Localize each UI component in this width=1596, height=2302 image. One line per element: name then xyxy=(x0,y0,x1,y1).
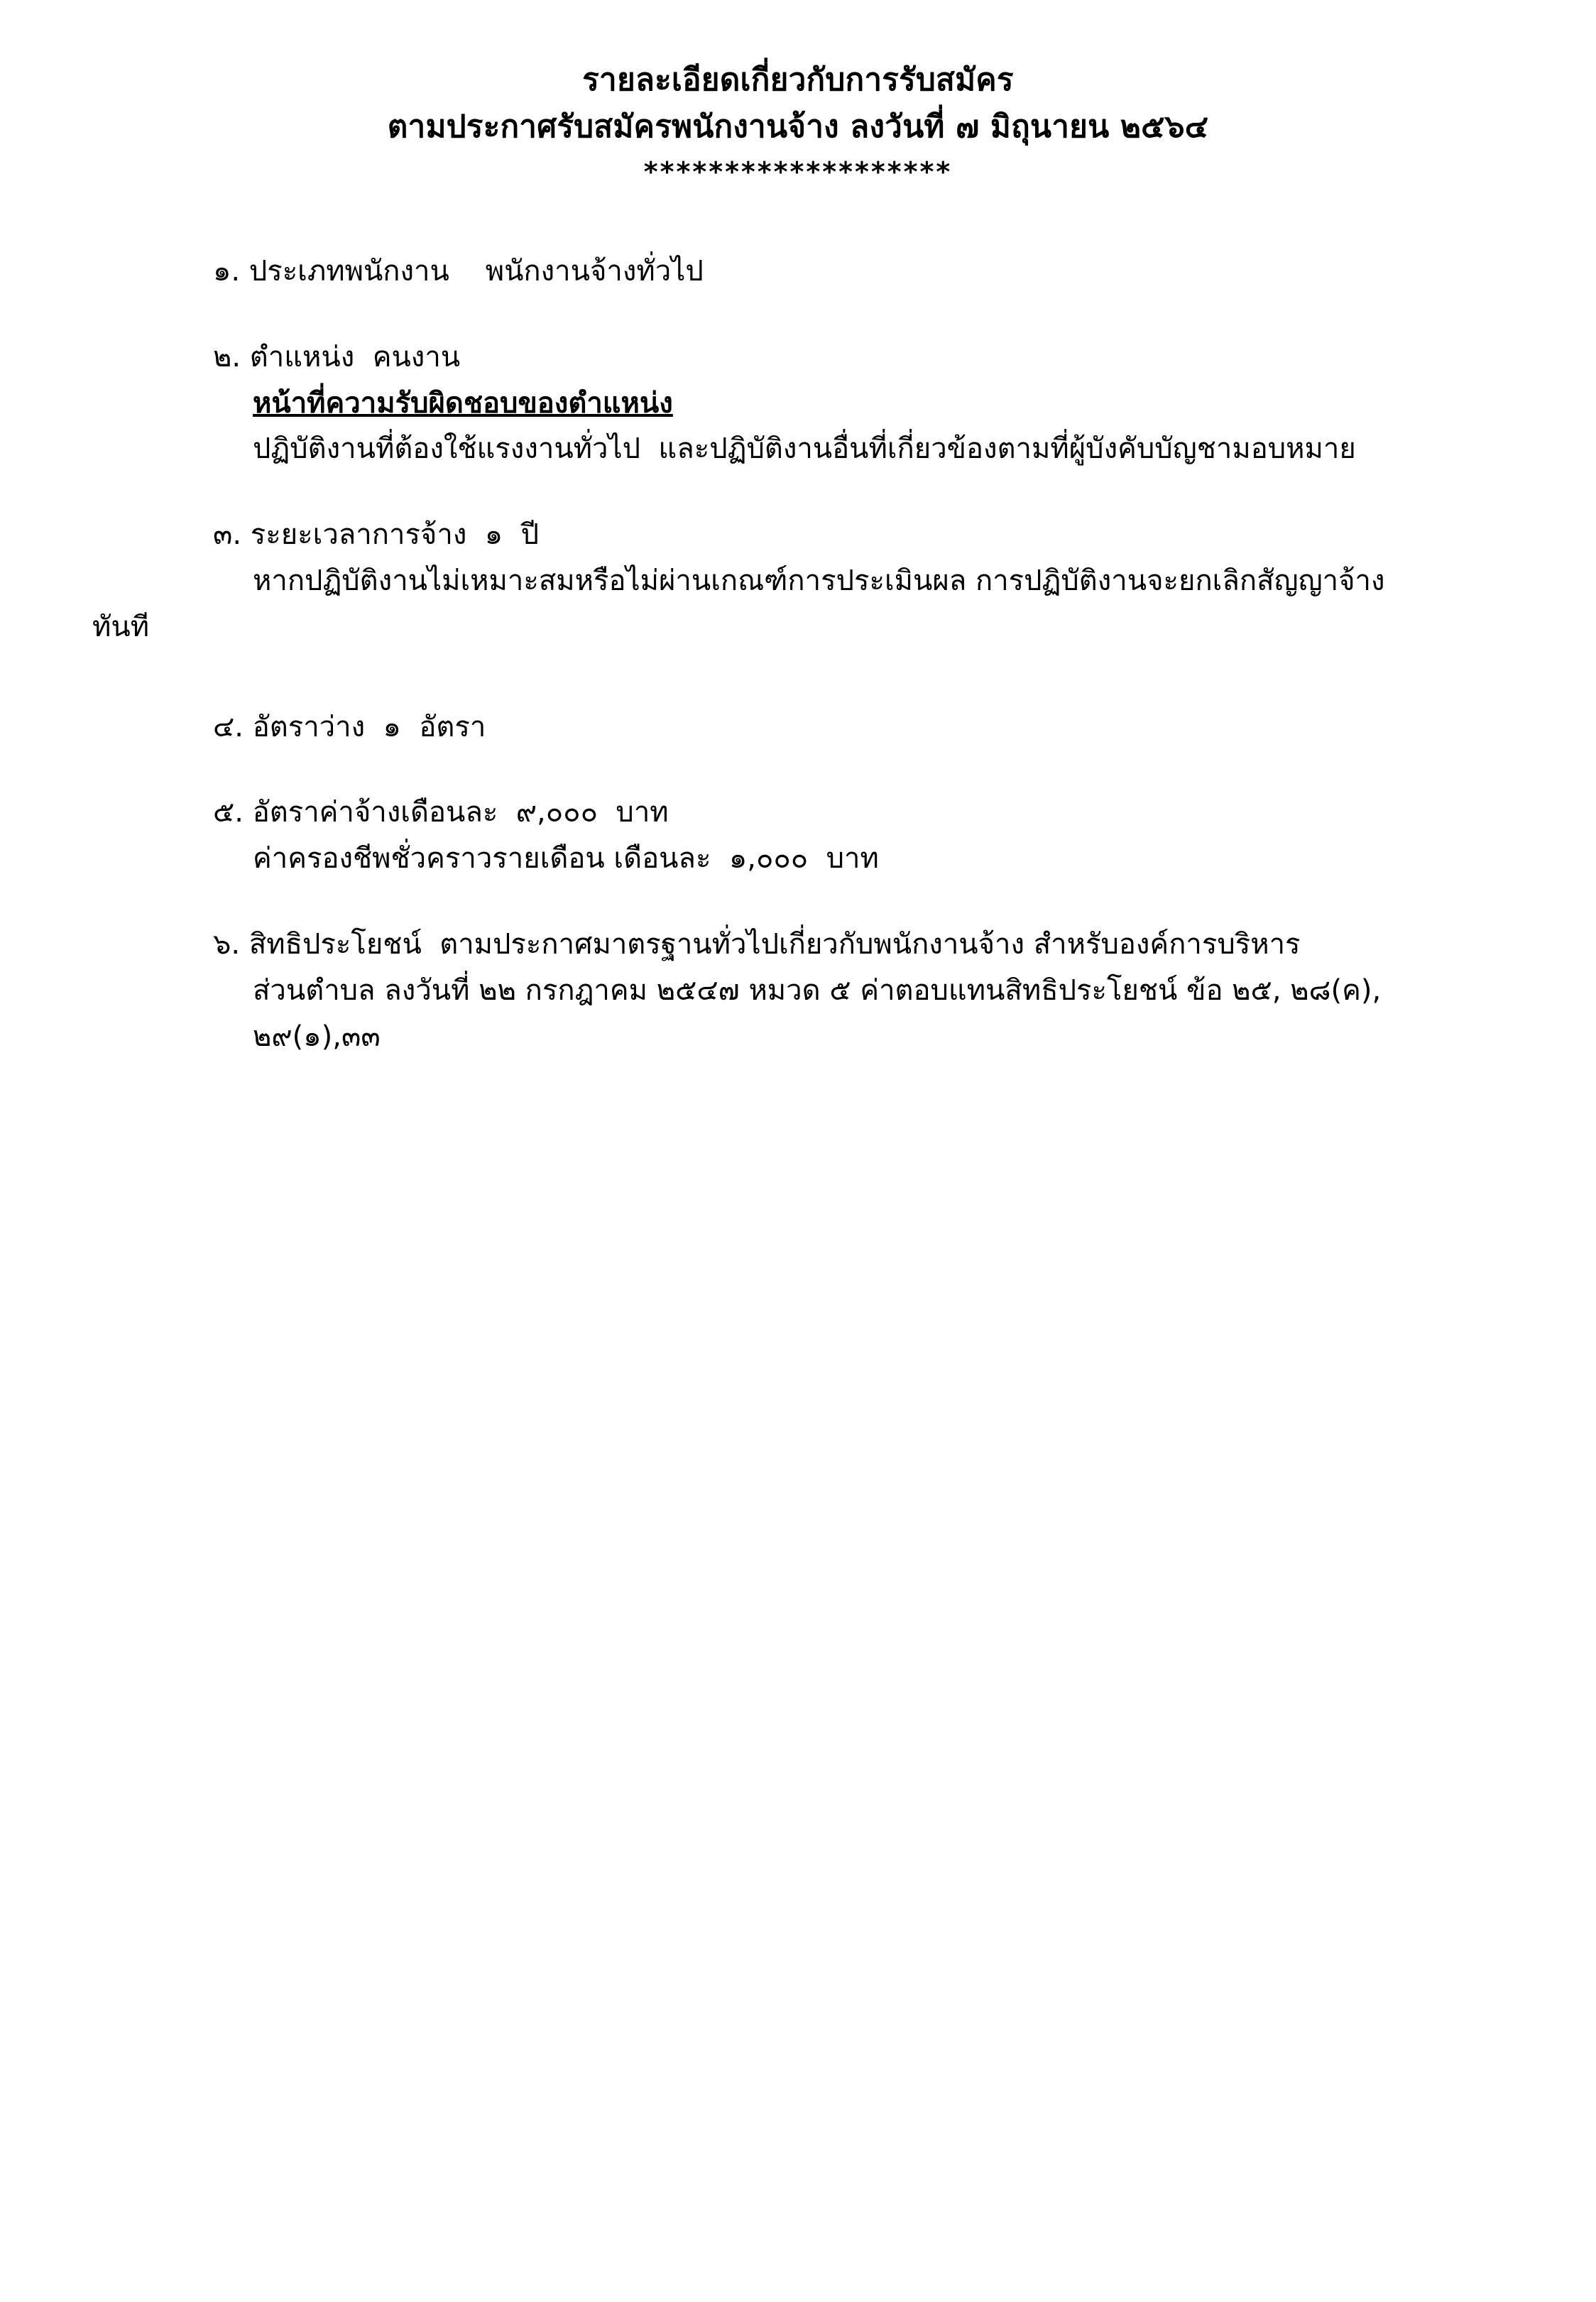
list-item-3-head: ๓. ระยะเวลาการจ้าง ๑ ปี xyxy=(213,518,540,552)
list-item-6-line-2: ส่วนตำบล ลงวันที่ ๒๒ กรกฎาคม ๒๕๔๗ หมวด ๕ ค่าตอบแทนสิทธิประโยชน์ ข้อ ๒๕, ๒๘(ค), xyxy=(253,973,1382,1007)
list-item-4-head: ๔. อัตราว่าง ๑ อัตรา xyxy=(213,710,486,743)
list-item-2 xyxy=(213,334,1454,472)
list-item-5 xyxy=(213,790,1454,882)
list-item-5-head: ๕. อัตราค่าจ้างเดือนละ ๙,๐๐๐ บาท xyxy=(213,796,669,829)
list-item-6-head: ๖. สิทธิประโยชน์ ตามประกาศมาตรฐานทั่วไปเกี่ยวกับพนักงานจ้าง สำหรับองค์การบริหาร xyxy=(213,927,1301,961)
list-item-3-detail: หากปฏิบัติงานไม่เหมาะสมหรือไม่ผ่านเกณฑ์การประเมินผล การปฏิบัติงานจะยกเลิกสัญญาจ้าง xyxy=(253,564,1385,597)
list-item-2-head: ๒. ตำแหน่ง คนงาน xyxy=(213,340,461,373)
list-item-6-line-3: ๒๙(๑),๓๓ xyxy=(253,1020,381,1053)
list-item-3-detail-overflow: ทันที xyxy=(92,610,150,643)
spacer xyxy=(213,690,1454,704)
document-header xyxy=(0,57,1596,187)
document-title-line-1: รายละเอียดเกี่ยวกับการรับสมัคร xyxy=(582,62,1014,98)
list-item-3 xyxy=(92,512,1454,650)
document-title-line-2: ตามประกาศรับสมัครพนักงานจ้าง ลงวันที่ ๗ มิถุนายน ๒๕๖๔ xyxy=(387,109,1209,145)
list-item-5-detail: ค่าครองชีพชั่วคราวรายเดือน เดือนละ ๑,๐๐๐ บาท xyxy=(253,842,879,875)
list-item-2-subheading: หน้าที่ความรับผิดชอบของตำแหน่ง xyxy=(253,386,673,420)
title-divider-stars: ******************* xyxy=(643,156,953,187)
list-item-1 xyxy=(213,249,1454,295)
list-item-4 xyxy=(213,704,1454,751)
list-item-1-head: ๑. ประเภทพนักงาน พนักงานจ้างทั่วไป xyxy=(213,255,704,288)
list-item-2-detail: ปฏิบัติงานที่ต้องใช้แรงงานทั่วไป และปฏิบัติงานอื่นที่เกี่ยวข้องตามที่ผู้บังคับบัญชามอบหมาย xyxy=(253,432,1356,466)
list-item-6 xyxy=(213,922,1454,1059)
document-body xyxy=(0,249,1596,1059)
